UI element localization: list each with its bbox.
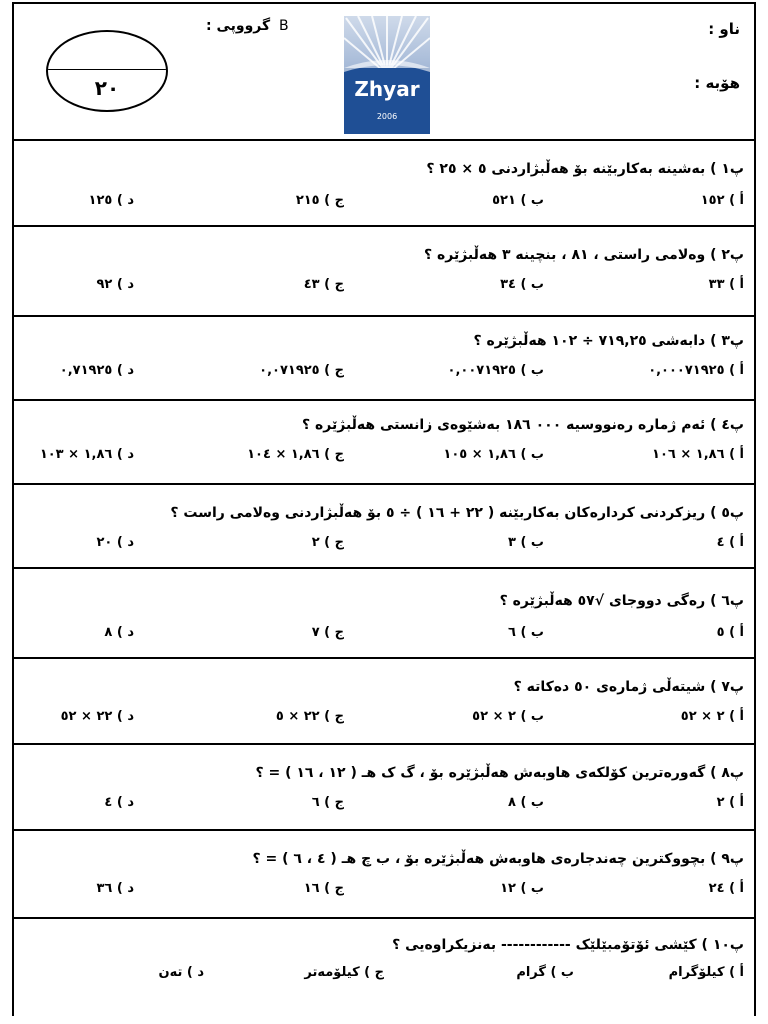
group-value: B	[279, 18, 289, 34]
option-c[interactable]: ج ) کیلۆمەتر	[304, 965, 384, 980]
option-a[interactable]: أ ) ١,٨٦ × ١٠٦	[652, 447, 744, 462]
question-text: پ٩ ) بچووکترین چەندجارەی هاوبەش هەڵبژێرە بۆ ، ب چ هـ ( ٤ ، ٦ ) = ؟	[252, 851, 744, 867]
exam-header	[14, 4, 754, 140]
question-7	[14, 659, 754, 743]
question-4	[14, 401, 754, 483]
option-c[interactable]: ج ) ٢١٥	[295, 193, 344, 208]
logo-year: 2006	[376, 112, 398, 121]
question-6	[14, 569, 754, 657]
zhyar-logo	[344, 16, 430, 134]
option-c[interactable]: ج ) ٠,٠٧١٩٢٥	[259, 363, 344, 378]
question-text: پ٦ ) رەگی دووجای √٥٧ هەڵبژێرە ؟	[499, 593, 744, 609]
option-c[interactable]: ج ) ٧	[311, 625, 344, 640]
logo-text: Zhyar	[354, 77, 420, 101]
name-label: ناو :	[708, 20, 740, 38]
question-text: پ١ ) بەشینە بەکاربێنە بۆ هەڵبژاردنی ٥ × ٢٥ ؟	[426, 161, 744, 177]
option-d[interactable]: د ) ٩٢	[96, 277, 134, 292]
option-b[interactable]: ب ) ٠,٠٠٧١٩٢٥	[447, 363, 544, 378]
score-total: ٢٠	[94, 76, 120, 100]
option-d[interactable]: د ) ٣٦	[96, 881, 134, 896]
group-label	[206, 18, 289, 34]
group-label-text: گرووپی :	[206, 18, 271, 34]
option-a[interactable]: أ ) ٤	[716, 535, 744, 550]
option-c[interactable]: ج ) ٢	[311, 535, 344, 550]
option-a[interactable]: أ ) کیلۆگرام	[668, 965, 744, 980]
question-text: پ٤ ) ئەم ژمارە رەنووسیە ٠٠٠ ١٨٦ بەشێوەی زانستی هەڵبژێرە ؟	[302, 417, 744, 433]
option-a[interactable]: أ ) ٢	[716, 795, 744, 810]
option-a[interactable]: أ ) ٢٤	[708, 881, 744, 896]
option-a[interactable]: أ ) ٢ × ٥٢	[680, 709, 744, 724]
exam-sheet	[12, 2, 756, 1016]
option-d[interactable]: د ) ٨	[104, 625, 134, 640]
option-c[interactable]: ج ) ٦	[311, 795, 344, 810]
option-d[interactable]: د ) ٠,٧١٩٢٥	[59, 363, 134, 378]
option-b[interactable]: ب ) ٣	[508, 535, 544, 550]
score-oval	[46, 30, 168, 112]
score-divider	[48, 69, 166, 70]
option-c[interactable]: ج ) ١٦	[303, 881, 344, 896]
option-d[interactable]: د ) ٤	[104, 795, 134, 810]
question-2	[14, 227, 754, 315]
option-a[interactable]: أ ) ٣٣	[708, 277, 744, 292]
option-b[interactable]: ب ) ١,٨٦ × ١٠٥	[443, 447, 544, 462]
option-d[interactable]: د ) ٢٠	[96, 535, 134, 550]
option-d[interactable]: د ) تەن	[158, 965, 204, 980]
question-text: پ٨ ) گەورەترین کۆلکەی هاوبەش هەڵبژێرە بۆ ، گ ک هـ ( ١٢ ، ١٦ ) = ؟	[255, 765, 744, 781]
question-10	[14, 919, 754, 1015]
question-3	[14, 317, 754, 399]
option-d[interactable]: د ) ١٢٥	[88, 193, 134, 208]
option-a[interactable]: أ ) ١٥٢	[700, 193, 744, 208]
option-c[interactable]: ج ) ٤٣	[303, 277, 344, 292]
question-8	[14, 745, 754, 829]
option-b[interactable]: ب ) ٥٢١	[492, 193, 544, 208]
option-b[interactable]: ب ) ٣٤	[500, 277, 544, 292]
option-c[interactable]: ج ) ٢٢ × ٥	[275, 709, 344, 724]
question-text: پ٣ ) دابەشی ٧١٩,٢٥ ÷ ١٠٢ هەڵبژێرە ؟	[473, 333, 744, 349]
option-d[interactable]: د ) ٢٢ × ٥٢	[60, 709, 134, 724]
option-d[interactable]: د ) ١,٨٦ × ١٠٣	[39, 447, 134, 462]
question-text: پ٧ ) شیتەڵی ژمارەی ٥٠ دەکاتە ؟	[513, 679, 744, 695]
option-b[interactable]: ب ) ٨	[508, 795, 544, 810]
option-a[interactable]: أ ) ٠,٠٠٠٧١٩٢٥	[648, 363, 744, 378]
option-a[interactable]: أ ) ٥	[716, 625, 744, 640]
question-text: پ٢ ) وەلامی راستی ، ٨١ ، بنچینە ٣ هەڵبژێرە ؟	[424, 247, 744, 263]
question-text: پ١٠ ) کێشی ئۆتۆمبێلێک ------------ بەنزیکراوەیی ؟	[392, 937, 744, 953]
class-label: هۆبە :	[694, 74, 740, 92]
question-1	[14, 141, 754, 225]
option-b[interactable]: ب ) ٦	[508, 625, 544, 640]
option-b[interactable]: ب ) ٢ × ٥٢	[472, 709, 544, 724]
question-5	[14, 485, 754, 567]
option-b[interactable]: ب ) گرام	[516, 965, 574, 980]
option-b[interactable]: ب ) ١٢	[500, 881, 544, 896]
question-text: پ٥ ) ریزکردنی کردارەکان بەکاربێنە ( ٢٢ + ١٦ ) ÷ ٥ بۆ هەڵبژاردنی وەلامی راست ؟	[170, 505, 744, 521]
option-c[interactable]: ج ) ١,٨٦ × ١٠٤	[247, 447, 344, 462]
question-9	[14, 831, 754, 917]
